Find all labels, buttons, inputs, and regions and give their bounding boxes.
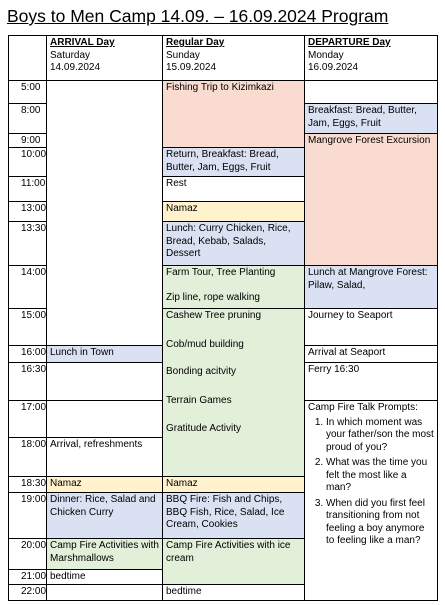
cashew-text: Cashew Tree pruning [166,310,262,321]
gratitude-text: Gratitude Activity [166,423,242,434]
departure-lunch-text: Lunch at Mangrove Forest: [308,267,428,278]
prompts-list [308,417,434,548]
departure-prompts-cell [304,400,438,601]
time-cell: 18:30 [8,476,47,493]
departure-seaport-cell: Arrival at Seaport [304,345,438,363]
arrival-dinner-cell: Dinner: Rice, Salad and Chicken Curry [46,492,163,539]
departure-lunch-menu: Pilaw, Salad, [308,279,366,291]
header-regular [162,35,305,81]
terrain-text: Terrain Games [166,394,232,406]
departure-date: 16.09.2024 [308,62,359,73]
arrival-date: 14.09.2024 [50,62,101,73]
time-cell: 20:00 [8,538,47,570]
departure-breakfast-cell: Breakfast: Bread, Butter, Jam, Eggs, Fruit [304,103,438,134]
arrival-bedtime-cell: bedtime [46,569,163,585]
cob-text: Cob/mud building [166,338,244,350]
time-cell: 14:00 [8,265,47,309]
arrival-weekday: Saturday [50,49,91,61]
arrival-lunch-cell: Lunch in Town [46,345,163,363]
regular-date: 15.09.2024 [166,62,217,73]
prompts-title: Camp Fire Talk Prompts: [308,402,418,413]
departure-empty-cell [304,80,438,104]
departure-mangrove-cell: Mangrove Forest Excursion [304,133,438,266]
departure-weekday: Monday [308,49,344,61]
departure-lunch-cell [304,265,438,309]
page-title: Boys to Men Camp 14.09. – 16.09.2024 Program [7,6,389,26]
regular-bbq-cell: BBQ Fire: Fish and Chips, BBQ Fish, Rice, Salad, Ice Cream, Cookies [162,492,305,539]
time-cell: 16:30 [8,362,47,401]
regular-namaz2-cell: Namaz [162,476,305,493]
time-cell: 21:00 [8,569,47,585]
header-arrival [46,35,163,81]
arrival-empty-cell [46,400,163,438]
prompt-item: 2. What was the time you felt the most like a man? [326,457,434,495]
time-cell: 11:00 [8,176,47,202]
time-cell: 22:00 [8,584,47,601]
departure-ferry-cell: Ferry 16:30 [304,362,438,401]
header-departure [304,35,438,81]
bonding-text: Bonding acitvity [166,366,237,377]
arrival-day-name: ARRIVAL Day [50,37,115,48]
arrival-empty-cell [46,362,163,401]
arrival-empty-block [46,80,163,346]
prompt-item: 1. In which moment was your father/son the most proud of you? [326,417,434,455]
time-cell: 10:00 [8,147,47,177]
regular-farm-tour-cell [162,265,305,309]
farm-tour-text: Farm Tour, Tree Planting [166,267,276,278]
time-cell: 18:00 [8,437,47,477]
time-cell: 13:00 [8,201,47,222]
time-cell: 15:00 [8,308,47,346]
regular-lunch-cell: Lunch: Curry Chicken, Rice, Bread, Kebab, Salads, Dessert [162,221,305,266]
time-cell: 5:00 [8,80,47,104]
time-cell: 9:00 [8,133,47,148]
regular-bedtime-cell: bedtime [162,584,305,601]
prompt-item: 3. When did you first feel transitioning from not feeling a boy anymore to feeling like a man? [326,498,434,548]
time-cell: 17:00 [8,400,47,438]
regular-rest-cell: Rest [162,176,305,202]
time-cell: 19:00 [8,492,47,539]
time-cell: 13:30 [8,221,47,266]
regular-breakfast-cell: Return, Breakfast: Bread, Butter, Jam, Eggs, Fruit [162,147,305,177]
header-empty-cell [8,35,47,81]
regular-day-name: Regular Day [166,37,225,48]
regular-weekday: Sunday [166,49,200,61]
arrival-empty-cell [46,584,163,601]
regular-campfire-cell: Camp Fire Activities with ice cream [162,538,305,585]
arrival-namaz-cell: Namaz [46,476,163,493]
time-cell: 16:00 [8,345,47,363]
arrival-refresh-cell: Arrival, refreshments [46,437,163,477]
zipline-text: Zip line, rope walking [166,291,260,303]
regular-activities-cell [162,308,305,477]
time-cell: 8:00 [8,103,47,134]
arrival-campfire-cell: Camp Fire Activities with Marshmallows [46,538,163,570]
regular-namaz-cell: Namaz [162,201,305,222]
departure-day-name: DEPARTURE Day [308,37,391,48]
departure-journey-cell: Journey to Seaport [304,308,438,346]
regular-fishing-cell: Fishing Trip to Kizimkazi [162,80,305,148]
